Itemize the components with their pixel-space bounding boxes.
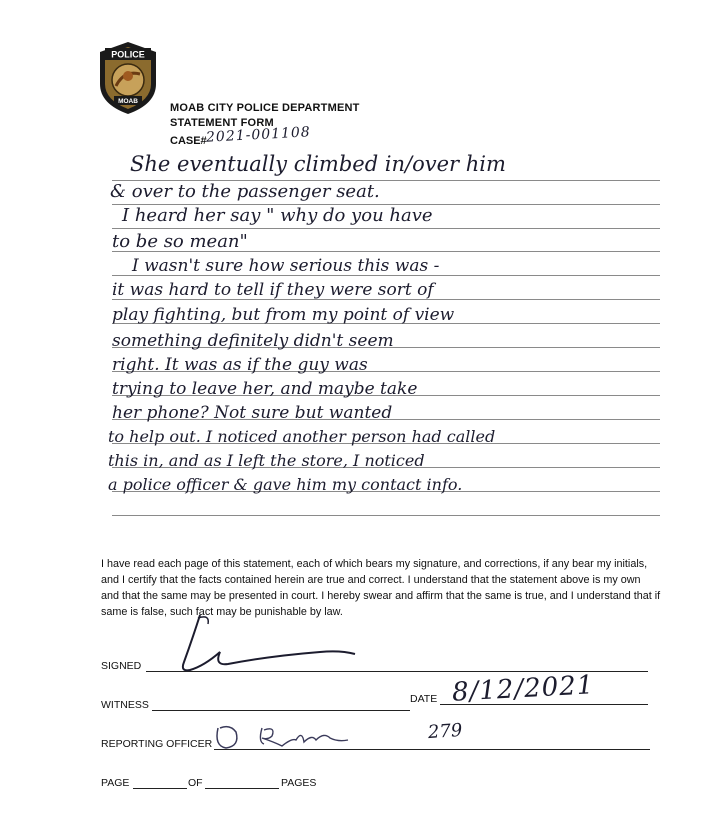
statement-line: play fighting, but from my point of view xyxy=(112,305,455,325)
statement-line: & over to the passenger seat. xyxy=(110,181,380,202)
pages-label: PAGES xyxy=(281,777,317,789)
witness-label: WITNESS xyxy=(101,699,149,711)
reporting-officer-label: REPORTING OFFICER xyxy=(101,738,213,750)
statement-line: to be so mean" xyxy=(112,231,248,252)
statement-line: I wasn't sure how serious this was - xyxy=(132,256,440,276)
statement-line: right. It was as if the guy was xyxy=(112,355,368,375)
of-label: OF xyxy=(188,777,203,789)
affirmation-text: I have read each page of this statement, each of which bears my signature, and corrections, if any bear my initials, and I certify that the facts contained herein are true and correct. I understand that the statement above is my own and that the same may be presented in court. I hereby swear and affirm that the same is true, and I understand that if same is false, such fact may be punishable by law. xyxy=(101,558,661,618)
statement-line: it was hard to tell if they were sort of xyxy=(112,280,434,300)
statement-line: She eventually climbed in/over him xyxy=(130,152,506,176)
statement-line: this in, and as I left the store, I noticed xyxy=(108,451,425,470)
statement-line: to help out. I noticed another person had called xyxy=(108,427,496,446)
form-title: STATEMENT FORM xyxy=(170,117,274,129)
statement-line: something definitely didn't seem xyxy=(112,331,394,351)
signature-mark xyxy=(170,610,360,680)
badge-bottom-text: MOAB xyxy=(118,98,138,105)
total-pages-line[interactable] xyxy=(205,788,279,789)
case-label: CASE# xyxy=(170,135,207,147)
statement-line: her phone? Not sure but wanted xyxy=(112,403,393,423)
badge-top-text: POLICE xyxy=(111,49,145,60)
page-number-line[interactable] xyxy=(133,788,187,789)
date-value: 8/12/2021 xyxy=(451,670,596,708)
signed-label: SIGNED xyxy=(101,660,142,672)
statement-line: a police officer & gave him my contact info. xyxy=(108,475,463,494)
case-number: 2021-001108 xyxy=(205,124,312,146)
statement-line: trying to leave her, and maybe take xyxy=(112,379,418,399)
officer-id: 279 xyxy=(427,719,464,744)
department-name: MOAB CITY POLICE DEPARTMENT xyxy=(170,102,360,114)
witness-line[interactable] xyxy=(152,710,410,711)
ruled-line xyxy=(112,515,660,516)
ruled-line xyxy=(112,228,660,229)
date-label: DATE xyxy=(410,693,438,705)
page-label: PAGE xyxy=(101,777,130,789)
police-badge-icon xyxy=(96,40,160,116)
officer-signature-mark xyxy=(212,720,362,754)
statement-line: I heard her say " why do you have xyxy=(122,205,433,226)
